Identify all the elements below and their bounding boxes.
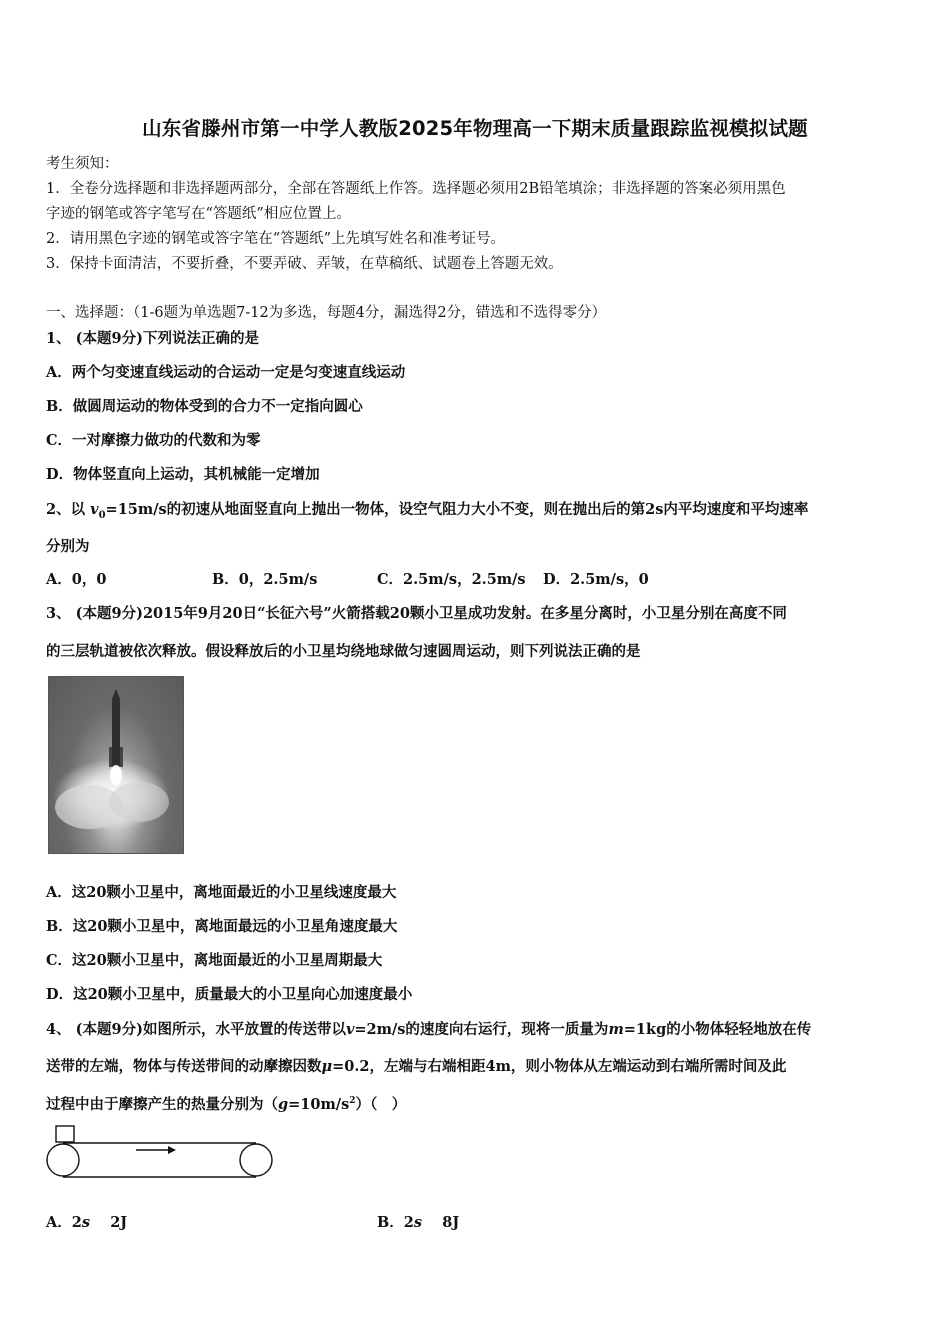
question-1-stem: 1、 (本题9分)下列说法正确的是 [46, 330, 259, 347]
rocket-launch-photo [48, 676, 184, 854]
question-1-option-d: D．物体竖直向上运动，其机械能一定增加 [46, 466, 320, 483]
notice-item-3: 3．保持卡面清洁，不要折叠，不要弄破、弄皱，在草稿纸、试题卷上答题无效。 [46, 256, 563, 272]
question-2-option-b: B．0，2.5m/s [212, 571, 318, 588]
conveyor-belt-diagram [44, 1124, 276, 1180]
question-1-option-c: C．一对摩擦力做功的代数和为零 [46, 432, 261, 449]
question-1-option-a: A．两个匀变速直线运动的合运动一定是匀变速直线运动 [46, 364, 406, 381]
question-2-option-d: D．2.5m/s，0 [543, 571, 649, 588]
question-4-stem: 4、 (本题9分)如图所示，水平放置的传送带以v=2m/s的速度向右运行，现将一质量为m=1kg的小物体轻轻地放在传 [46, 1021, 812, 1038]
question-3-option-a: A．这20颗小卫星中，离地面最近的小卫星线速度最大 [46, 884, 397, 901]
question-4-option-b: B．2s 8J [377, 1214, 460, 1231]
notice-item-1-line-1: 1．全卷分选择题和非选择题两部分，全部在答题纸上作答。选择题必须用2B铅笔填涂；非选择题的答案必须用黑色 [46, 181, 786, 197]
question-2-stem: 2、以 $v_0=15m/s$的初速从地面竖直向上抛出一物体，设空气阻力大小不变，则在抛出后的第2s内平均速度和平均速率 [46, 501, 809, 521]
notice-item-1-line-2: 字迹的钢笔或答字笔写在“答题纸”相应位置上。 [46, 206, 351, 222]
notice-heading: 考生须知： [46, 156, 119, 172]
small-block [56, 1126, 74, 1142]
right-pulley [240, 1144, 272, 1176]
page-title: 山东省滕州市第一中学人教版2025年物理高一下期末质量跟踪监视模拟试题 [142, 117, 808, 140]
question-3-option-d: D．这20颗小卫星中，质量最大的小卫星向心加速度最小 [46, 986, 413, 1003]
section-heading: 一、选择题：（1-6题为单选题7-12为多选，每题4分，漏选得2分，错选和不选得零分） [46, 305, 607, 321]
question-4-stem-line-2: 送带的左端，物体与传送带间的动摩擦因数μ=0.2，左端与右端相距4m，则小物体从左端运动到右端所需时间及此 [46, 1058, 787, 1075]
direction-arrow-head [168, 1146, 176, 1154]
question-3-stem-line-2: 的三层轨道被依次释放。假设释放后的小卫星均绕地球做匀速圆周运动，则下列说法正确的是 [46, 643, 641, 660]
rocket-illustration [49, 677, 183, 853]
question-3-stem: 3、 (本题9分)2015年9月20日“长征六号”火箭搭载20颗小卫星成功发射。在多星分离时，小卫星分别在高度不同 [46, 605, 787, 622]
question-4-stem-line-3: 过程中由于摩擦产生的热量分别为$(g=10m/s^2)$（ ） [46, 1096, 407, 1113]
question-2-stem-line-2: 分别为 [46, 538, 90, 555]
question-2-option-c: C．2.5m/s，2.5m/s [377, 571, 526, 588]
question-3-option-b: B．这20颗小卫星中，离地面最远的小卫星角速度最大 [46, 918, 398, 935]
notice-item-2: 2．请用黑色字迹的钢笔或答字笔在“答题纸”上先填写姓名和准考证号。 [46, 231, 506, 247]
question-1-option-b: B．做圆周运动的物体受到的合力不一定指向圆心 [46, 398, 363, 415]
question-4-option-a: A．2s 2J [46, 1214, 128, 1231]
question-2-option-a: A．0，0 [46, 571, 107, 588]
left-pulley [47, 1144, 79, 1176]
question-3-option-c: C．这20颗小卫星中，离地面最近的小卫星周期最大 [46, 952, 383, 969]
